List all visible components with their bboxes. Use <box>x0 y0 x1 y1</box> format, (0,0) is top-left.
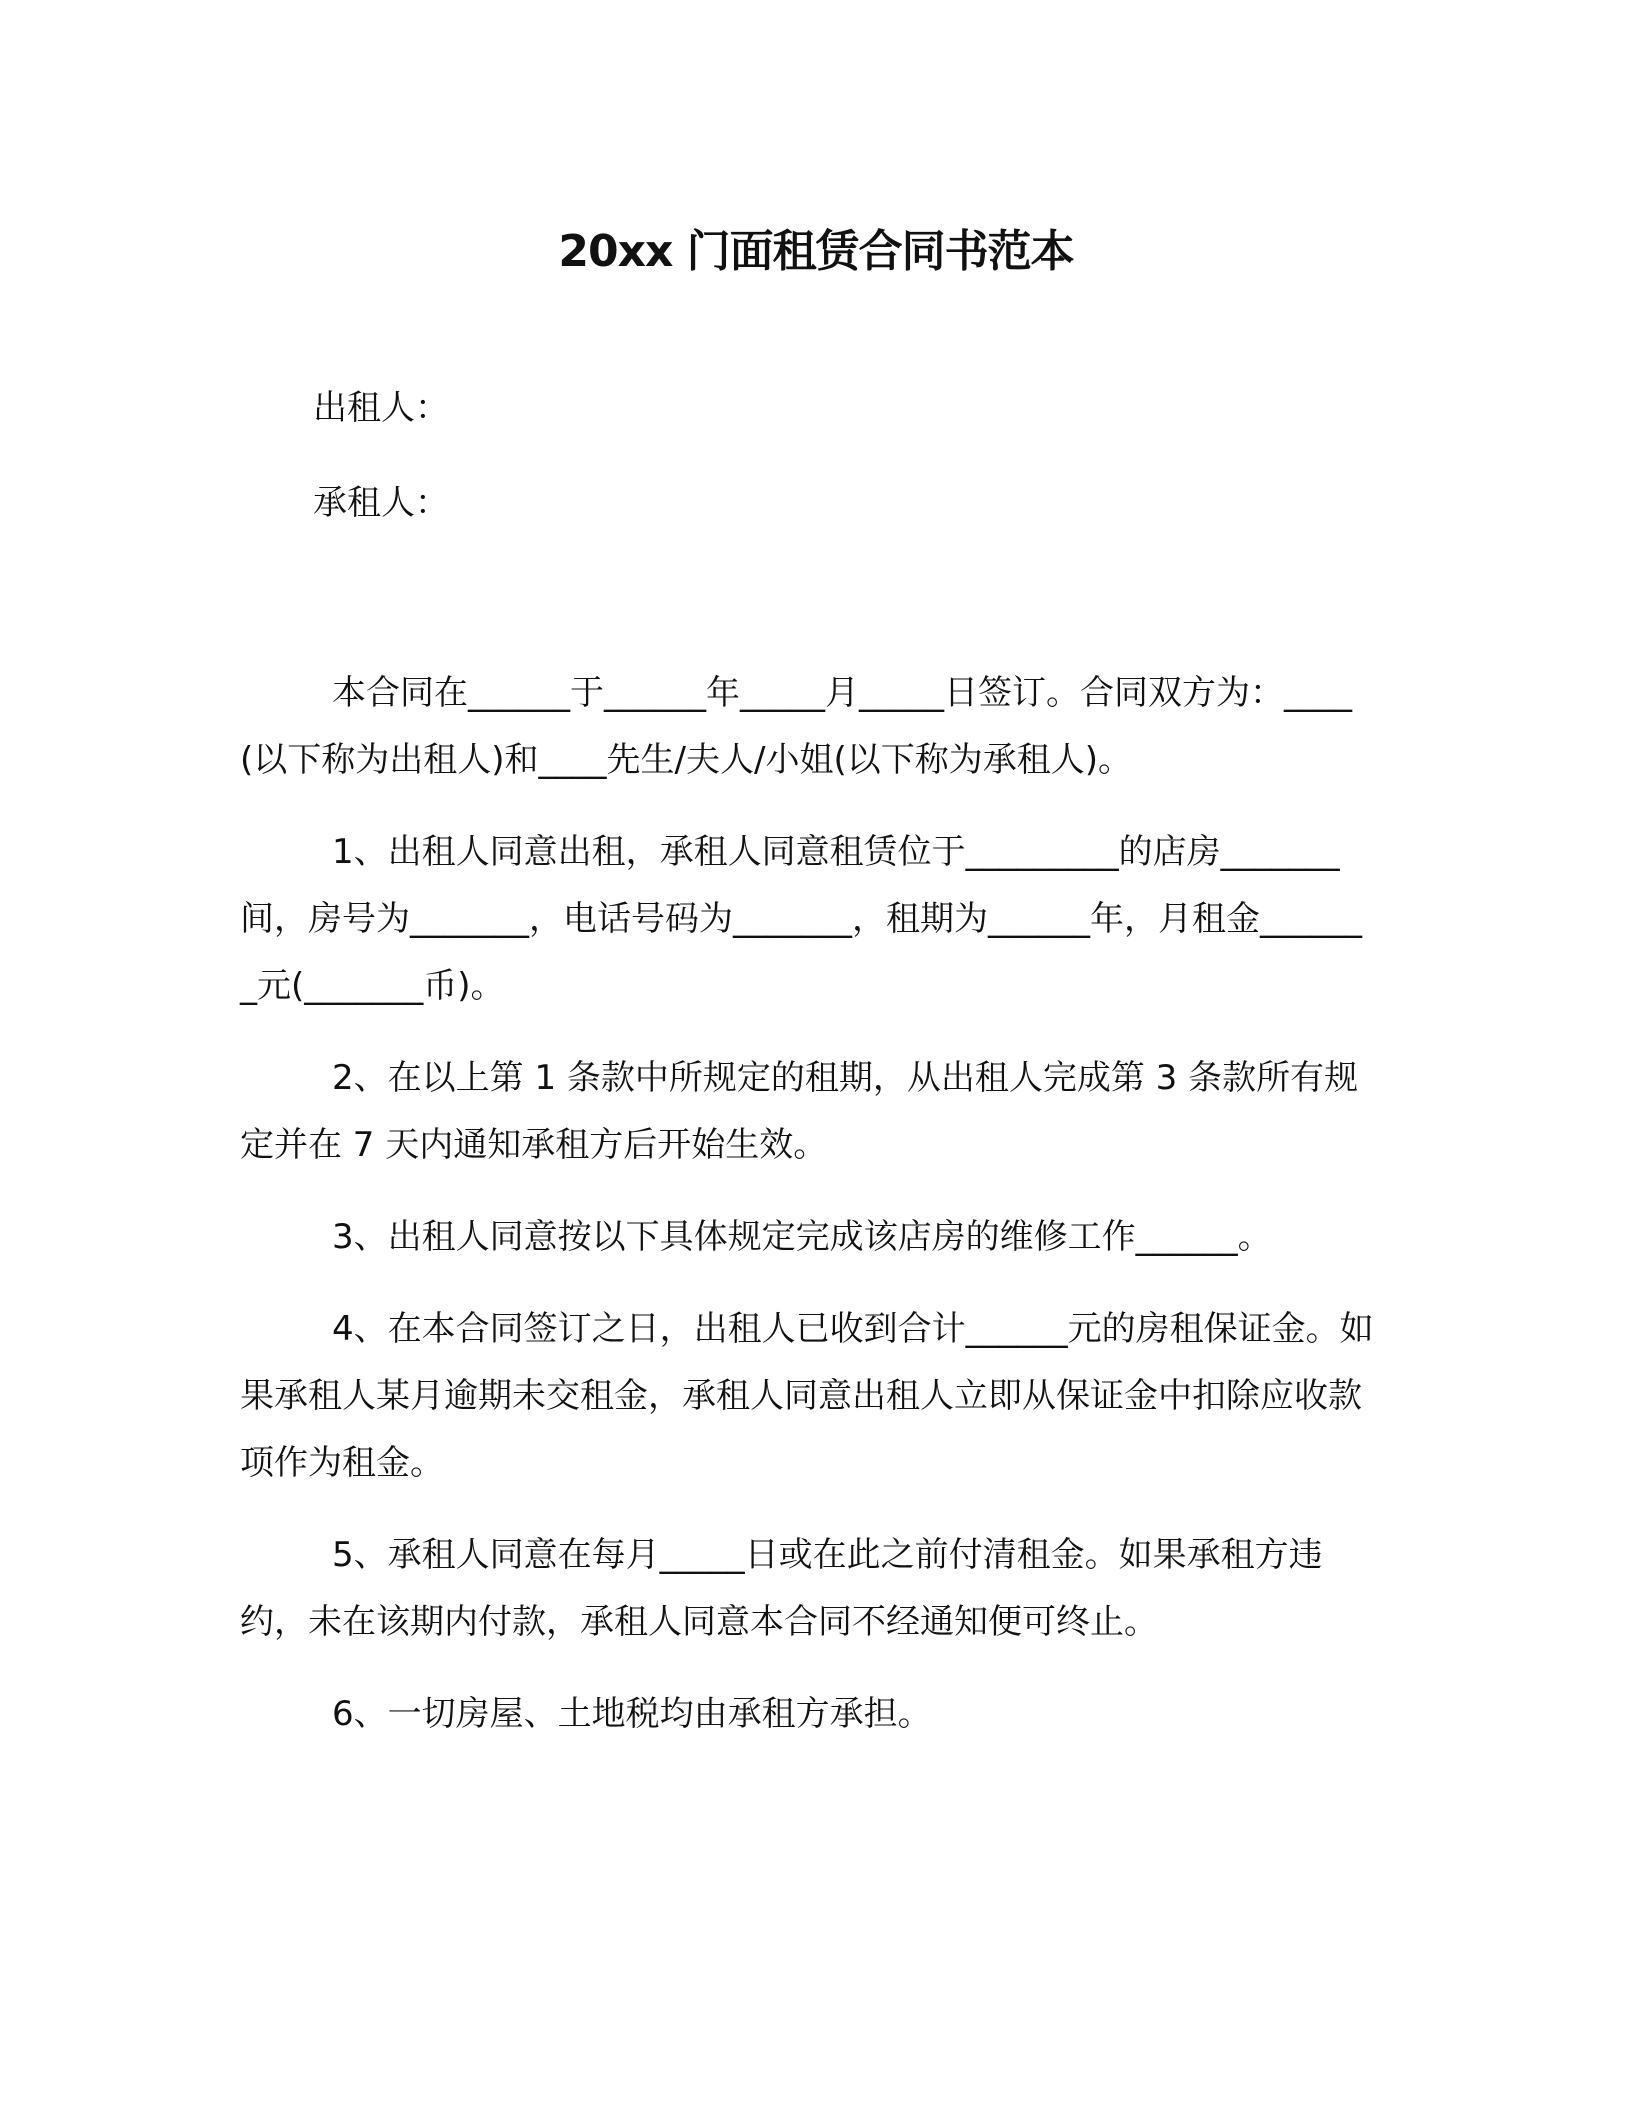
clause-4: 4、在本合同签订之日，出租人已收到合计______元的房租保证金。如果承租人某月逾期未交租金，承租人同意出租人立即从保证金中扣除应收款项作为租金。 <box>240 1309 1374 1483</box>
lessee-label: 承租人： <box>313 483 449 523</box>
clause-2: 2、在以上第 1 条款中所规定的租期，从出租人完成第 3 条款所有规定并在 7 天内通知承租方后开始生效。 <box>240 1058 1359 1165</box>
lessor-label: 出租人： <box>313 388 449 428</box>
clause-1: 1、出租人同意出租，承租人同意租赁位于_________的店房_______间，房号为_______，电话号码为_______，租期为______年，月租金_______元(_______币)。 <box>240 832 1362 1006</box>
clause-3: 3、出租人同意按以下具体规定完成该店房的维修工作______。 <box>332 1217 1272 1257</box>
contract-body <box>240 660 1375 1773</box>
document-title: 20xx 门面租赁合同书范本 <box>558 226 1074 277</box>
clause-6: 6、一切房屋、土地税均由承租方承担。 <box>332 1694 932 1734</box>
intro-paragraph: 本合同在______于______年_____月_____日签订。合同双方为：____(以下称为出租人)和____先生/夫人/小姐(以下称为承租人)。 <box>240 673 1352 780</box>
clause-5: 5、承租人同意在每月_____日或在此之前付清租金。如果承租方违约，未在该期内付款，承租人同意本合同不经通知便可终止。 <box>240 1535 1323 1642</box>
